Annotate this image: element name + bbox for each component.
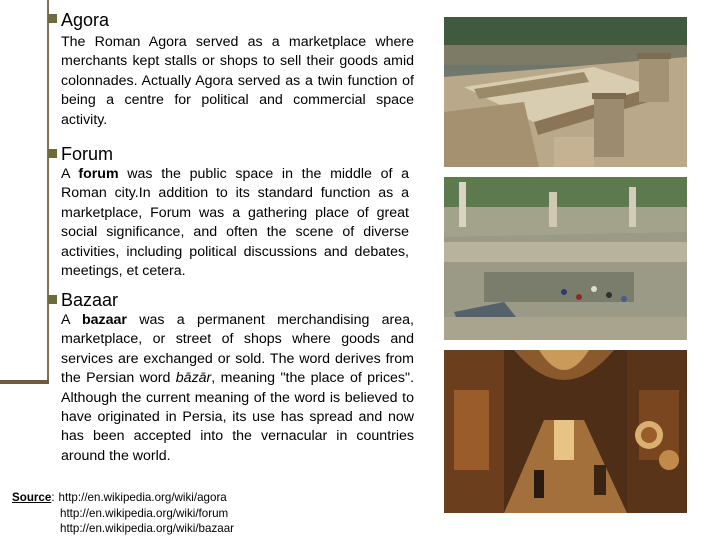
bazaar-lead: A (61, 312, 82, 328)
forum-body: was the public space in the middle of a Roman city.In addition to its standard function as a marketplace, Forum was a gathering place of great social significance, and often the scene of diverse activities, including political discussions and debates, meetings, et cetera. (61, 166, 409, 280)
heading-forum: Forum (61, 144, 114, 164)
heading-agora: Agora (61, 10, 110, 30)
left-vertical-rule (47, 0, 49, 382)
source-link-bazaar[interactable]: http://en.wikipedia.org/wiki/bazaar (60, 522, 234, 535)
forum-ruins-photo (444, 177, 687, 340)
paragraph-forum (61, 165, 409, 281)
left-horizontal-rule (0, 380, 49, 384)
source-link-forum[interactable]: http://en.wikipedia.org/wiki/forum (60, 506, 229, 520)
bullet-forum (48, 149, 57, 158)
source-colon: : (51, 491, 55, 504)
heading-bazaar: Bazaar (61, 290, 119, 310)
bazaar-body-2: , meaning "the place of prices". Although the current meaning of the word is believed to have originated in Persia, its use has spread and now has been accepted into the vernacular in countries around the world. (61, 370, 415, 464)
forum-lead: A (61, 166, 79, 182)
paragraph-agora: The Roman Agora served as a marketplace where merchants kept stalls or shops to sell their goods amid colonnades. Actually Agora served as a twin function of being a centre for political and commercial space activity. (61, 34, 414, 128)
bazaar-body-1: was a permanent merchandising area, marketplace, or street of shops where goods and services are exchanged or sold. The word derives from the Persian word (61, 312, 414, 387)
paragraph-bazaar (61, 311, 414, 466)
source-link-agora[interactable]: http://en.wikipedia.org/wiki/agora (58, 491, 227, 504)
bullet-agora (48, 14, 57, 23)
bullet-bazaar (48, 295, 57, 304)
bazaar-interior-photo (444, 350, 687, 513)
bazaar-term: bazaar (81, 312, 127, 328)
agora-model-photo (444, 17, 687, 167)
forum-term: forum (78, 166, 119, 182)
bazaar-italic-word: bāzār (175, 370, 212, 387)
source-label: Source (12, 491, 52, 504)
source-citation (12, 490, 234, 537)
